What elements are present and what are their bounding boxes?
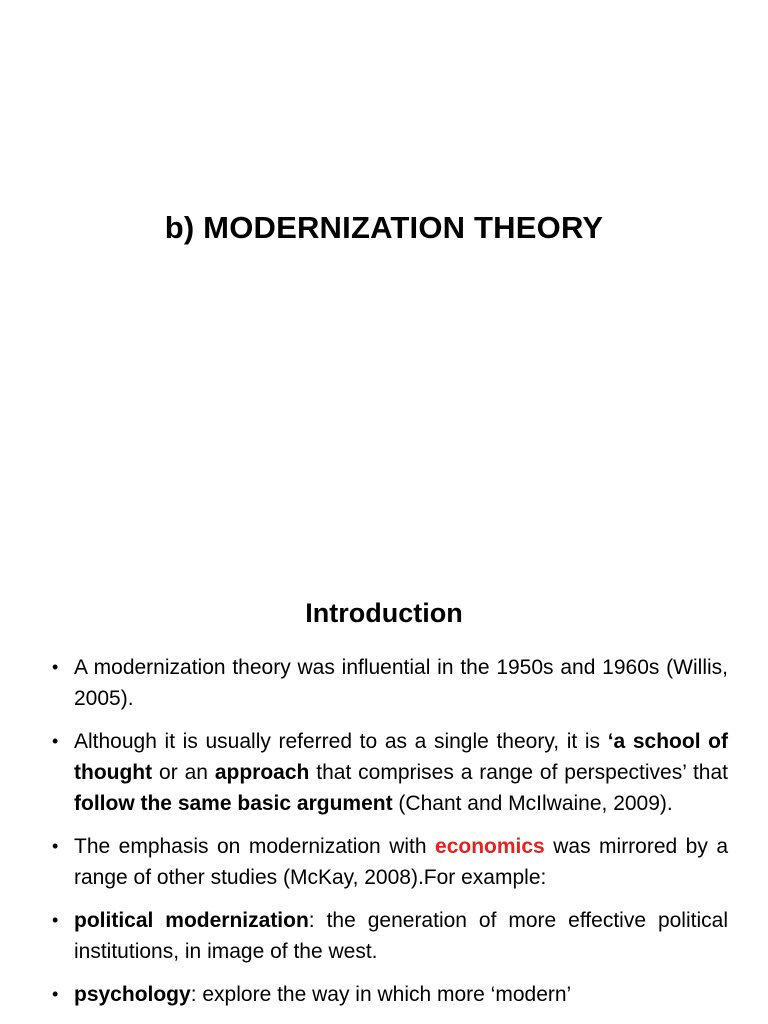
bullet-item bbox=[46, 979, 728, 1010]
bullet-text: : the generation of more effective political institutions, in image of the west. bbox=[74, 909, 728, 963]
bullet-item bbox=[46, 652, 728, 714]
bullet-bold: ‘a school of thought bbox=[74, 730, 728, 784]
bullet-icon: • bbox=[52, 731, 59, 751]
slide-heading: Introduction bbox=[305, 598, 463, 628]
bullet-text: A modernization theory was influential in the 1950s and 1960s (Willis, 2005). bbox=[74, 656, 728, 710]
bullet-bold: psychology bbox=[74, 983, 191, 1006]
bullet-icon: • bbox=[52, 910, 59, 930]
bullet-text: Although it is usually referred to as a single theory, it is bbox=[74, 730, 608, 753]
bullet-text: that comprises a range of perspectives’ that bbox=[309, 761, 728, 784]
bullet-item bbox=[46, 726, 728, 819]
bullet-highlight: economics bbox=[435, 835, 545, 858]
bullet-text: (Chant and McIlwaine, 2009). bbox=[392, 792, 673, 815]
slide-title: b) MODERNIZATION THEORY bbox=[164, 210, 604, 245]
bullet-item bbox=[46, 905, 728, 967]
bullet-icon: • bbox=[52, 984, 59, 1004]
bullet-bold: political modernization bbox=[74, 909, 309, 932]
bullet-text: : explore the way in which more ‘modern’ bbox=[190, 983, 572, 1006]
bullet-list bbox=[46, 652, 728, 1022]
bullet-icon: • bbox=[52, 836, 59, 856]
bullet-icon: • bbox=[52, 657, 59, 677]
bullet-text: was mirrored by a range of other studies (McKay, 2008).For example: bbox=[74, 835, 729, 889]
slide-2 bbox=[0, 576, 768, 1024]
bullet-bold: approach bbox=[214, 761, 310, 784]
bullet-item bbox=[46, 831, 728, 893]
bullet-bold: follow the same basic argument bbox=[74, 792, 393, 815]
bullet-text: or an bbox=[152, 761, 215, 784]
bullet-text: The emphasis on modernization with bbox=[74, 835, 436, 858]
